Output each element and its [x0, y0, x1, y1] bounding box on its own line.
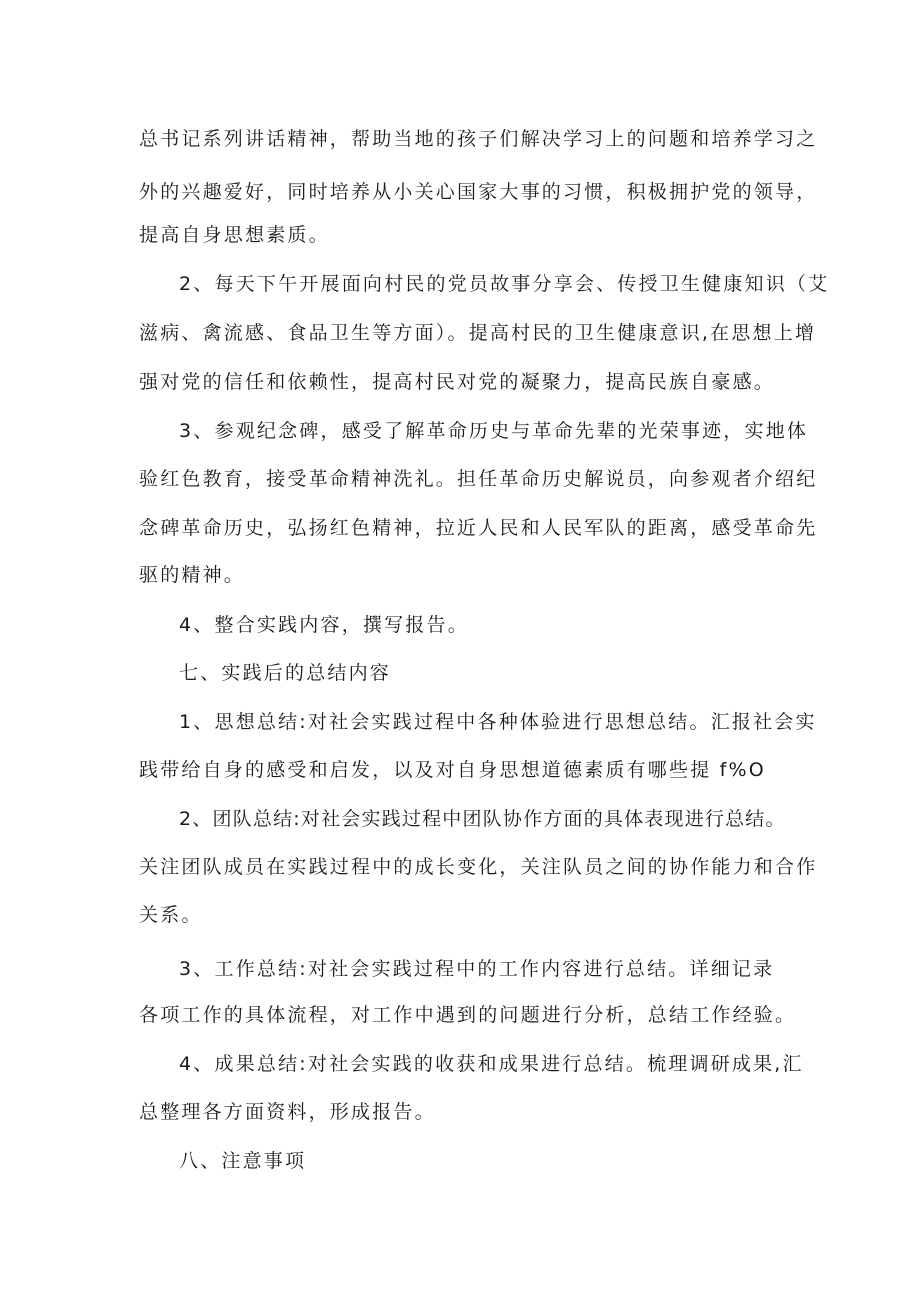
paragraph-line: 3、参观纪念碑，感受了解革命历史与革命先辈的光荣事迹，实地体	[179, 420, 809, 442]
paragraph-line: 各项工作的具体流程，对工作中遇到的问题进行分析，总结工作经验。	[139, 1004, 797, 1026]
paragraph-line: 4、整合实践内容，撰写报告。	[179, 614, 469, 636]
paragraph-line: 1、思想总结:对社会实践过程中各种体验进行思想总结。汇报社会实	[179, 711, 817, 733]
paragraph-line: 提高自身思想素质。	[139, 224, 330, 246]
paragraph-line: 2、每天下午开展面向村民的党员故事分享会、传授卫生健康知识（艾	[179, 273, 830, 295]
paragraph-line: 2、团队总结:对社会实践过程中团队协作方面的具体表现进行总结。	[179, 808, 786, 830]
paragraph-line: 验红色教育，接受革命精神洗礼。担任革命历史解说员，向参观者介绍纪	[139, 468, 818, 490]
paragraph-line: 强对党的信任和依赖性，提高村民对党的凝聚力，提高民族自豪感。	[139, 371, 776, 393]
paragraph-line: 总整理各方面资料，形成报告。	[139, 1101, 436, 1123]
paragraph-line: 滋病、禽流感、食品卫生等方面）。提高村民的卫生健康意识,在思想上增	[139, 322, 817, 344]
paragraph-line: 关注团队成员在实践过程中的成长变化，关注队员之间的协作能力和合作	[139, 856, 818, 878]
paragraph-line: 总书记系列讲话精神，帮助当地的孩子们解决学习上的问题和培养学习之	[139, 128, 818, 150]
paragraph-line: 念碑革命历史，弘扬红色精神，拉近人民和人民军队的距离，感受革命先	[139, 517, 818, 539]
paragraph-line: 3、工作总结:对社会实践过程中的工作内容进行总结。详细记录	[179, 958, 775, 980]
section-heading: 八、注意事项	[179, 1150, 307, 1172]
paragraph-line: 外的兴趣爱好，同时培养从小关心国家大事的习惯，积极拥护党的领导，	[139, 181, 818, 203]
section-heading: 七、实践后的总结内容	[179, 662, 392, 684]
paragraph-line: 关系。	[139, 904, 203, 926]
paragraph-line: 4、成果总结:对社会实践的收获和成果进行总结。梳理调研成果,汇	[179, 1053, 804, 1075]
paragraph-line: 驱的精神。	[139, 564, 246, 586]
paragraph-line: 践带给自身的感受和启发，以及对自身思想道德素质有哪些提 f%O	[139, 759, 766, 781]
